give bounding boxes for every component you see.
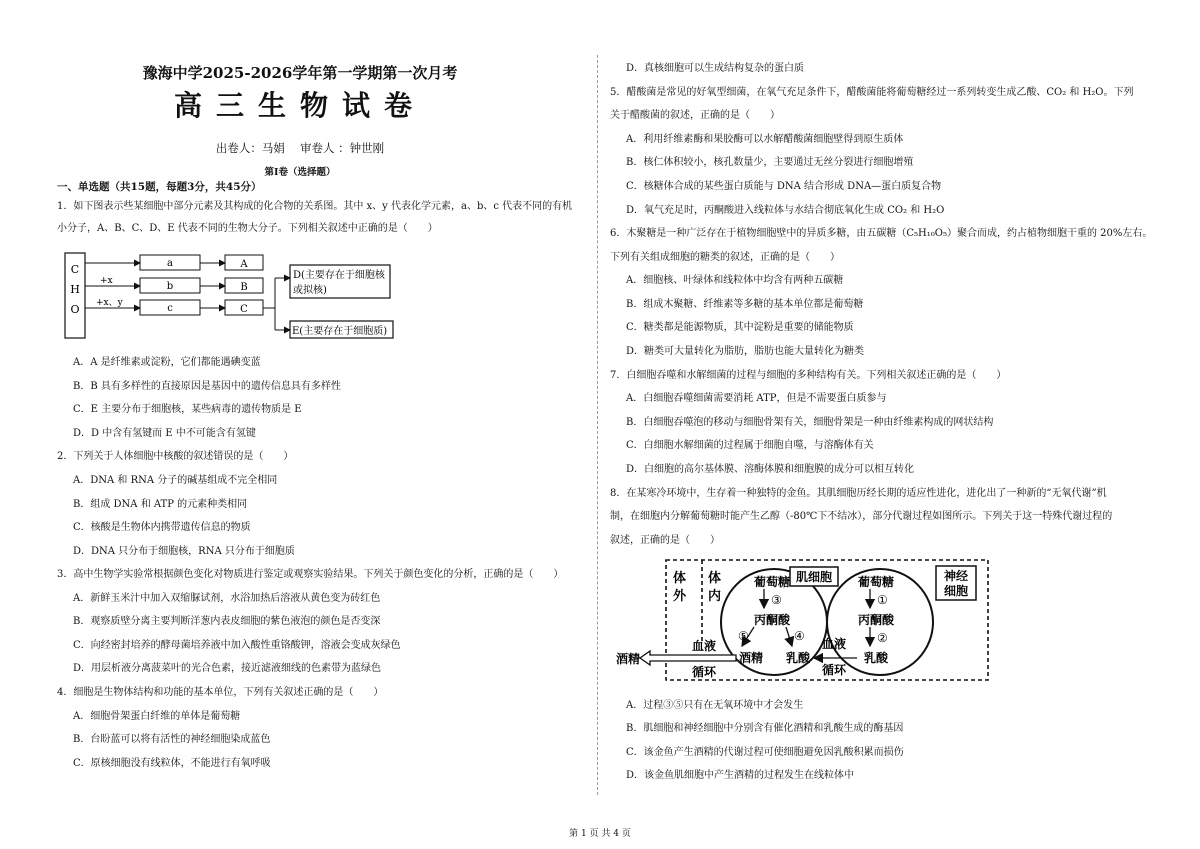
q8-stem-line3: 叙述，正确的是（ ） — [610, 535, 720, 546]
q5-stem-line1: 5．醋酸菌是常见的好氧型细菌，在氧气充足条件下，醋酸菌能将葡萄糖经过一系列转变生成乙酸、CO₂ 和 H₂O。下列 — [610, 87, 1134, 98]
q1-stem-line2: 小分子，A、B、C、D、E 代表不同的生物大分子。下列相关叙述中正确的是（ ） — [57, 223, 438, 234]
q2-option-d: D．DNA 只分布于细胞核，RNA 只分布于细胞质 — [73, 546, 295, 557]
inside-label-1: 体 — [708, 571, 722, 586]
part-label: 第Ⅰ卷（选择题） — [264, 167, 336, 178]
q4-stem: 4．细胞是生物体结构和功能的基本单位，下列有关叙述正确的是（ ） — [57, 687, 384, 698]
q6-stem-line2: 下列有关组成细胞的糖类的叙述，正确的是（ ） — [610, 252, 840, 263]
q7-option-c: C．白细胞水解细菌的过程属于细胞自噬，与溶酶体有关 — [626, 440, 874, 451]
q8-option-b: B．肌细胞和神经细胞中分别含有催化酒精和乳酸生成的酶基因 — [626, 723, 904, 734]
q2-option-b: B．组成 DNA 和 ATP 的元素种类相同 — [73, 499, 248, 510]
q7-option-a: A．白细胞吞噬细菌需要消耗 ATP，但是不需要蛋白质参与 — [626, 393, 887, 404]
element-h: H — [70, 283, 80, 296]
q7-stem: 7．白细胞吞噬和水解细菌的过程与细胞的多种结构有关。下列相关叙述正确的是（ ） — [610, 370, 1007, 381]
small-a: a — [167, 258, 173, 269]
glucose-right: 葡萄糖 — [857, 575, 895, 589]
q2-option-a: A．DNA 和 RNA 分子的碱基组成不完全相同 — [73, 475, 278, 486]
q1-option-d: D．D 中含有氢键而 E 中不可能含有氢键 — [73, 428, 256, 439]
q7-option-d: D．白细胞的高尔基体膜、溶酶体膜和细胞膜的成分可以相互转化 — [626, 464, 915, 475]
q8-stem-line2: 制，在细胞内分解葡萄糖时能产生乙醇（-80℃下不结冰），部分代谢过程如图所示。下列关于这一特殊代谢过程的 — [610, 511, 1113, 522]
q1-diagram — [60, 248, 400, 348]
inside-label-2: 内 — [708, 589, 722, 604]
nerve-cell-label-2: 细胞 — [943, 584, 969, 598]
arrow-label-x: +x — [100, 276, 113, 286]
q1-option-b: B．B 具有多样性的直接原因是基因中的遗传信息具有多样性 — [73, 381, 341, 392]
q8-metabolism-diagram — [614, 556, 994, 686]
q3-option-d: D．用层析液分离菠菜叶的光合色素，接近滤液细线的色素带为蓝绿色 — [73, 663, 382, 674]
authors-line: 出卷人：马娟 审卷人 ：钟世刚 — [215, 141, 385, 155]
blood-right-2: 循环 — [821, 663, 847, 677]
q5-stem-line2: 关于醋酸菌的叙述，正确的是（ ） — [610, 110, 780, 121]
q1-option-a: A．A 是纤维素或淀粉，它们都能遇碘变蓝 — [73, 357, 261, 368]
q6-option-d: D．糖类可大量转化为脂肪，脂肪也能大量转化为糖类 — [626, 346, 865, 357]
muscle-cell-label: 肌细胞 — [795, 570, 833, 584]
q8-option-d: D．该金鱼肌细胞中产生酒精的过程发生在线粒体中 — [626, 770, 855, 781]
pyruvate-left: 丙酮酸 — [753, 613, 791, 627]
q5-option-a: A．利用纤维素酶和果胶酶可以水解醋酸菌细胞壁得到原生质体 — [626, 134, 904, 145]
small-c: c — [167, 303, 173, 314]
lactate-left: 乳酸 — [785, 651, 811, 665]
section-label: 一、单选题（共15题，每题3分，共45分） — [57, 181, 262, 193]
outside-label-1: 体 — [673, 571, 687, 586]
q5-option-d: D．氧气充足时，丙酮酸进入线粒体与水结合彻底氧化生成 CO₂ 和 H₂O — [626, 205, 945, 216]
q8-stem-line1: 8．在某寒冷环境中，生存着一种独特的金鱼。其肌细胞历经长期的适应性进化，进化出了一种新的“无氧代谢”机 — [610, 488, 1107, 499]
step-2: ② — [877, 631, 888, 645]
q8-option-a: A．过程③⑤只有在无氧环境中才会发生 — [626, 700, 804, 711]
pyruvate-right: 丙酮酸 — [857, 613, 895, 627]
large-b: B — [240, 282, 248, 293]
d-label-line1: D(主要存在于细胞核 — [293, 270, 385, 281]
q2-option-c: C．核酸是生物体内携带遗传信息的物质 — [73, 522, 251, 533]
outside-label-2: 外 — [673, 589, 687, 604]
blood-left-2: 循环 — [691, 665, 717, 679]
step-1: ① — [877, 593, 888, 607]
blood-left-1: 血液 — [691, 639, 717, 653]
q5-option-b: B．核仁体积较小，核孔数量少，主要通过无丝分裂进行细胞增殖 — [626, 157, 914, 168]
step-4: ④ — [794, 629, 805, 643]
lactate-right: 乳酸 — [863, 651, 889, 665]
ethanol-outer: 酒精 — [616, 652, 641, 666]
step-3: ③ — [771, 593, 782, 607]
q4-option-a: A．细胞骨架蛋白纤维的单体是葡萄糖 — [73, 711, 241, 722]
q3-option-b: B．观察质壁分离主要判断洋葱内表皮细胞的紫色液泡的颜色是否变深 — [73, 616, 381, 627]
q1-stem-line1: 1．如下图表示些某细胞中部分元素及其构成的化合物的关系图。其中 x、y 代表化学元素，a、b、c 代表不同的有机 — [57, 201, 573, 212]
e-label: E(主要存在于细胞质) — [292, 326, 388, 337]
exam-title: 高三生物试卷 — [173, 89, 426, 122]
q3-option-c: C．向经密封培养的酵母菌培养液中加入酸性重铬酸钾，溶液会变成灰绿色 — [73, 640, 401, 651]
small-b: b — [166, 281, 174, 292]
glucose-left: 葡萄糖 — [753, 575, 791, 589]
page-footer: 第 1 页 共 4 页 — [569, 829, 631, 839]
q6-option-a: A．细胞核、叶绿体和线粒体中均含有两种五碳糖 — [626, 275, 844, 286]
q6-option-c: C．糖类都是能源物质，其中淀粉是重要的储能物质 — [626, 322, 854, 333]
q3-stem: 3．高中生物学实验常根据颜色变化对物质进行鉴定或观察实验结果。下列关于颜色变化的分析，正确的是（ ） — [57, 569, 564, 580]
d-label-line2: 或拟核) — [293, 285, 327, 296]
q1-option-c: C．E 主要分布于细胞核，某些病毒的遗传物质是 E — [73, 404, 302, 415]
arrow-label-xy: +x、y — [96, 298, 123, 308]
q5-option-c: C．核糖体合成的某些蛋白质能与 DNA 结合形成 DNA—蛋白质复合物 — [626, 181, 942, 192]
element-c: C — [70, 263, 80, 276]
q6-stem-line1: 6．木聚糖是一种广泛存在于植物细胞壁中的异质多糖，由五碳糖（C₅H₁₀O₅）聚合而成，约占植物细胞干重的 20%左右。 — [610, 228, 1153, 239]
q4-option-b: B．台盼蓝可以将有活性的神经细胞染成蓝色 — [73, 734, 271, 745]
step-5: ⑤ — [738, 629, 749, 643]
q7-option-b: B．白细胞吞噬泡的移动与细胞骨架有关，细胞骨架是一种由纤维素构成的网状结构 — [626, 417, 994, 428]
element-o: O — [70, 303, 80, 316]
blood-right-1: 血液 — [821, 637, 847, 651]
q3-option-a: A．新鲜玉米汁中加入双缩脲试剂，水浴加热后溶液从黄色变为砖红色 — [73, 593, 381, 604]
q6-option-b: B．组成木聚糖、纤维素等多糖的基本单位都是葡萄糖 — [626, 299, 864, 310]
ethanol-inner: 酒精 — [738, 651, 764, 665]
large-a: A — [240, 259, 248, 270]
q4-option-d: D．真核细胞可以生成结构复杂的蛋白质 — [626, 63, 805, 74]
school-title: 豫海中学2025-2026学年第一学期第一次月考 — [142, 64, 458, 82]
q8-option-c: C．该金鱼产生酒精的代谢过程可使细胞避免因乳酸积累而损伤 — [626, 747, 904, 758]
q4-option-c: C．原核细胞没有线粒体，不能进行有氧呼吸 — [73, 758, 271, 769]
nerve-cell-label-1: 神经 — [943, 569, 969, 583]
q2-stem: 2．下列关于人体细胞中核酸的叙述错误的是（ ） — [57, 451, 294, 462]
large-c: C — [240, 304, 248, 315]
